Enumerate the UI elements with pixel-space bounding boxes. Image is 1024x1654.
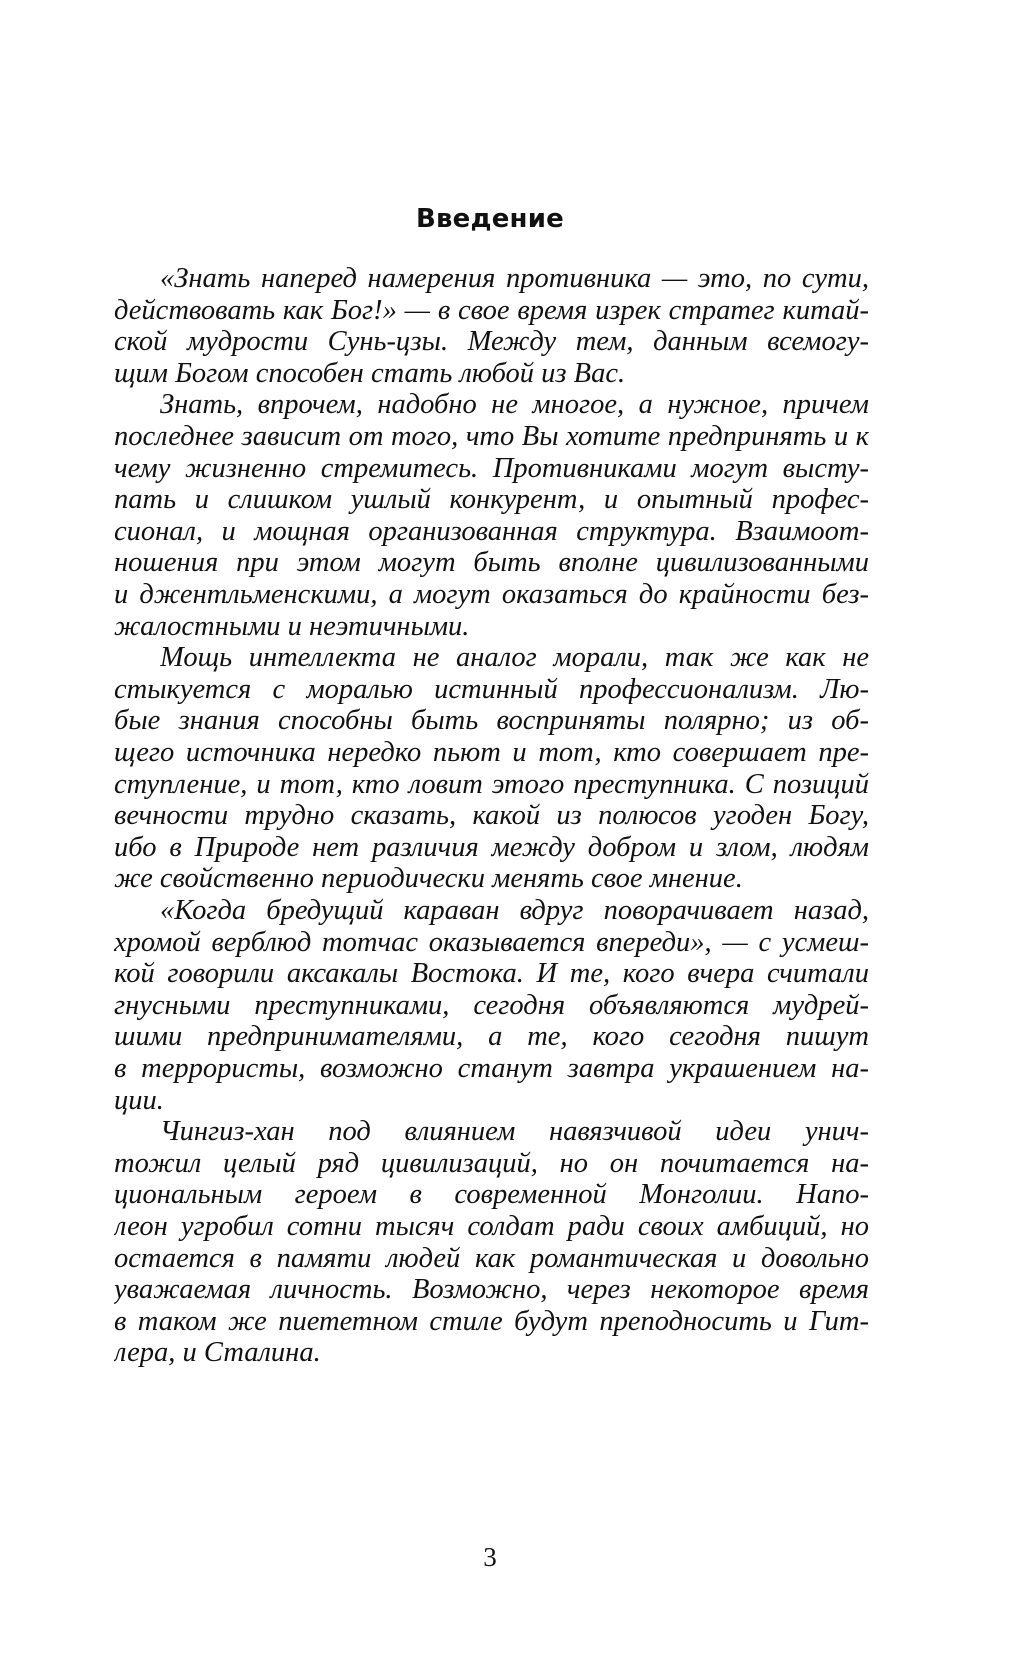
- text-line: ибо в Природе нет различия между добром и злом, людям: [114, 831, 869, 863]
- page-number: 3: [483, 1542, 497, 1572]
- text-line: чему жизненно стремитесь. Противниками могут высту-: [114, 452, 869, 484]
- text-line: Чингиз-хан под влиянием навязчивой идеи унич-: [160, 1116, 869, 1148]
- text-line: ции.: [114, 1084, 164, 1116]
- text-line: шими предпринимателями, а те, кого сегодня пишут: [114, 1021, 869, 1053]
- text-line: лера, и Сталина.: [114, 1337, 321, 1369]
- text-line: же свойственно периодически менять свое мнение.: [114, 863, 743, 895]
- text-line: в таком же пиететном стиле будут преподносить и Гит-: [114, 1305, 869, 1337]
- text-line: «Когда бредущий караван вдруг поворачивает назад,: [160, 895, 869, 926]
- text-line: пать и слишком ушлый конкурент, и опытный профес-: [114, 484, 869, 516]
- text-line: остается в памяти людей как романтическая и довольно: [114, 1242, 869, 1274]
- text-line: ской мудрости Сунь-цзы. Между тем, данным всемогу-: [114, 326, 869, 358]
- text-line: леон угробил сотни тысяч солдат ради своих амбиций, но: [114, 1211, 869, 1242]
- text-line: Мощь интеллекта не аналог морали, так же как не: [160, 642, 869, 674]
- text-line: ступление, и тот, кто ловит этого преступника. С позиций: [114, 768, 869, 800]
- text-line: вечности трудно сказать, какой из полюсов угоден Богу,: [114, 800, 869, 832]
- text-line: гнусными преступниками, сегодня объявляются мудрей-: [114, 989, 869, 1021]
- text-line: последнее зависит от того, что Вы хотите предпринять и к: [114, 421, 869, 452]
- text-line: жалостными и неэтичными.: [114, 610, 470, 642]
- text-line: щего источника нередко пьют и тот, кто совершает пре-: [114, 737, 869, 768]
- chapter-heading: Введение: [416, 204, 564, 234]
- text-line: бые знания способны быть восприняты полярно; из об-: [114, 705, 869, 737]
- text-line: кой говорили аксакалы Востока. И те, кого вчера считали: [114, 958, 869, 990]
- text-line: сионал, и мощная организованная структура. Взаимоот-: [114, 515, 869, 547]
- text-line: циональным героем в современной Монголии. Напо-: [114, 1179, 869, 1211]
- text-line: щим Богом способен стать любой из Вас.: [114, 357, 626, 389]
- text-line: уважаемая личность. Возможно, через некоторое время: [114, 1274, 869, 1306]
- text-line: тожил целый ряд цивилизаций, но он почитается на-: [114, 1147, 869, 1179]
- text-line: «Знать наперед намерения противника — это, по сути,: [160, 263, 869, 294]
- text-line: стыкуется с моралью истинный профессионализм. Лю-: [114, 673, 869, 705]
- text-line: хромой верблюд тотчас оказывается впереди», — с усмеш-: [114, 926, 869, 958]
- text-line: Знать, впрочем, надобно не многое, а нужное, причем: [160, 389, 869, 421]
- text-line: ношения при этом могут быть вполне цивилизованными: [114, 547, 869, 579]
- text-line: действовать как Бог!» — в свое время изрек стратег китай-: [114, 294, 869, 326]
- text-line: в террористы, возможно станут завтра украшением на-: [114, 1053, 869, 1084]
- text-line: и джентльменскими, а могут оказаться до крайности без-: [114, 579, 869, 610]
